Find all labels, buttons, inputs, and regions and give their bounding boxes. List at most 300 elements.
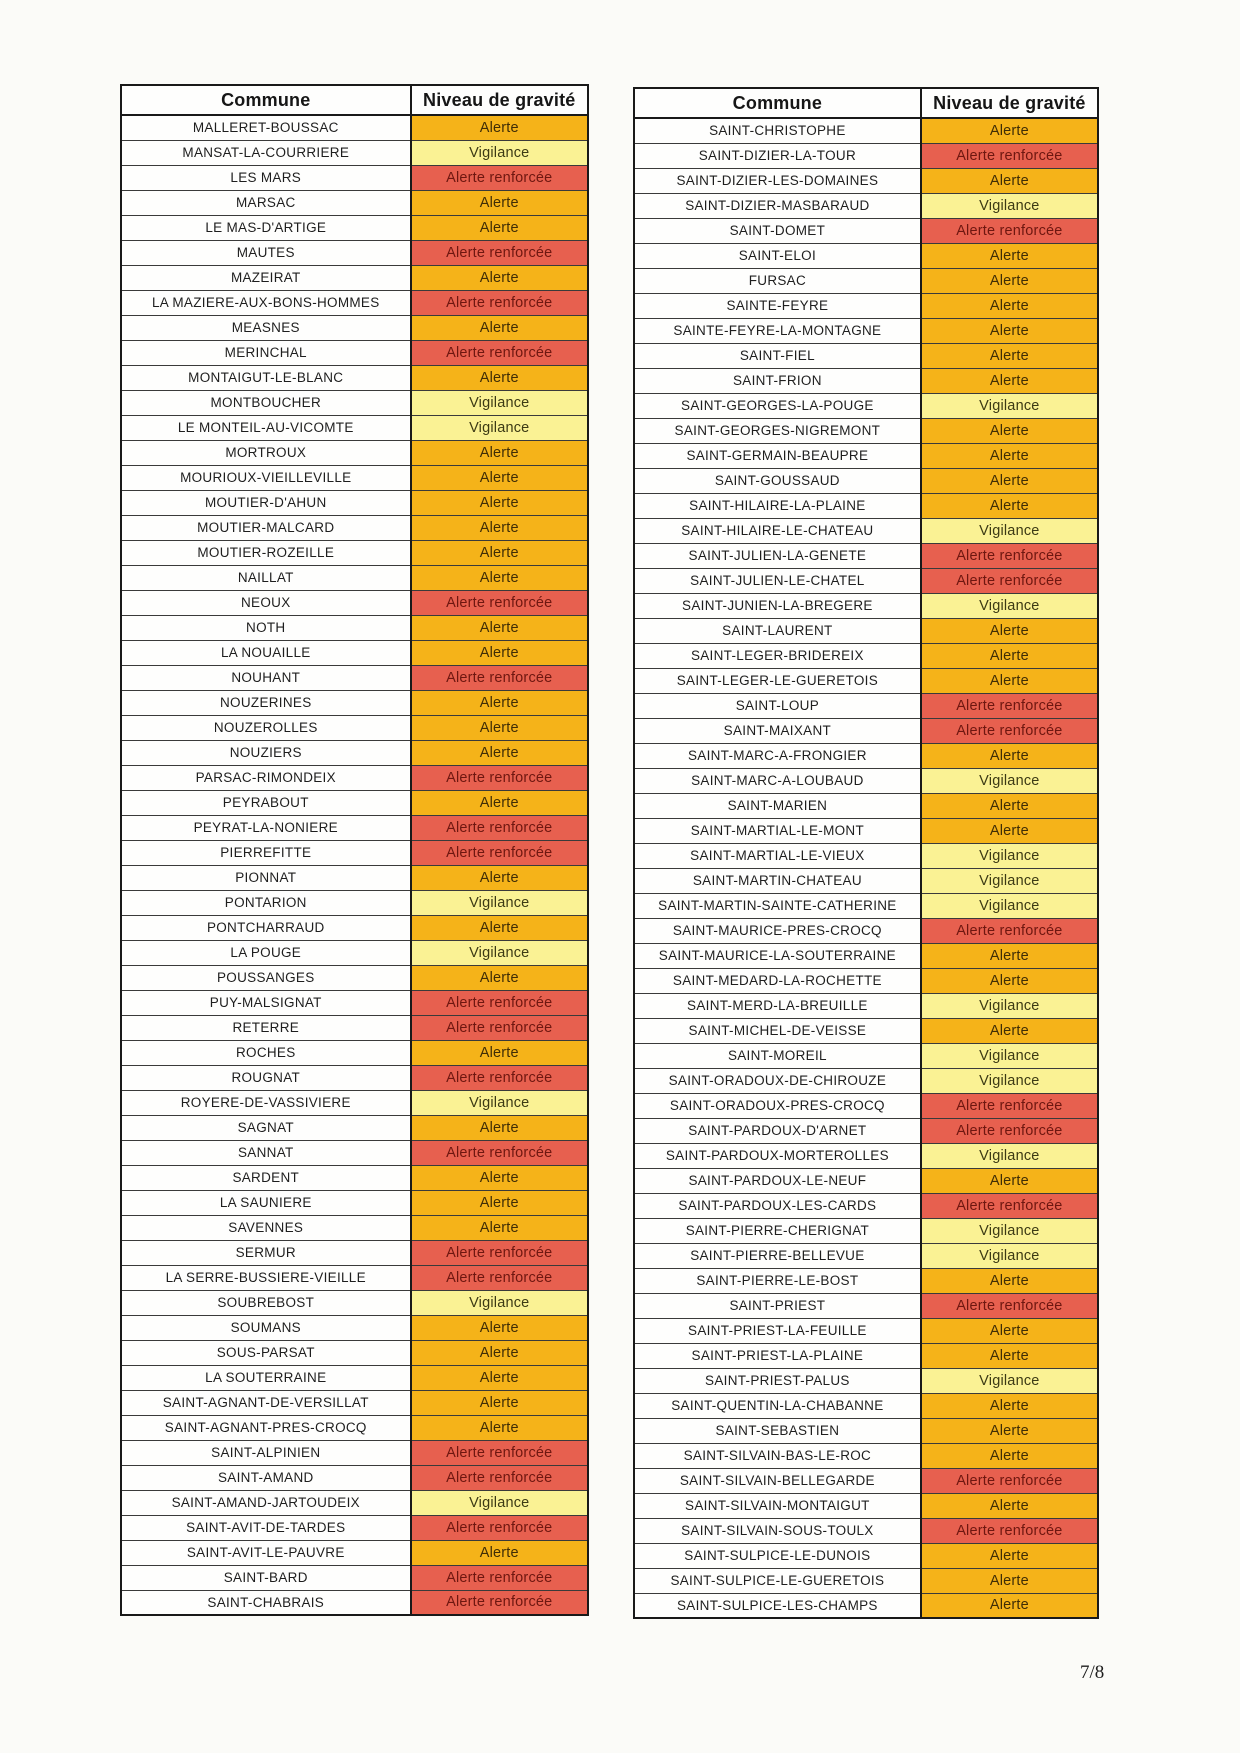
commune-cell: SAINT-SEBASTIEN (634, 1418, 921, 1443)
commune-cell: SAINT-ORADOUX-PRES-CROCQ (634, 1093, 921, 1118)
table-row (634, 993, 1098, 1018)
status-cell: Alerte renforcée (921, 1193, 1098, 1218)
status-cell: Alerte (921, 1268, 1098, 1293)
table-row (121, 540, 588, 565)
status-cell: Alerte (411, 1390, 588, 1415)
status-cell: Alerte renforcée (921, 1518, 1098, 1543)
status-cell: Alerte (921, 293, 1098, 318)
table-row (121, 390, 588, 415)
commune-cell: SAINT-AGNANT-PRES-CROCQ (121, 1415, 411, 1440)
commune-cell: SAINT-PARDOUX-LE-NEUF (634, 1168, 921, 1193)
commune-cell: SAINT-PARDOUX-LES-CARDS (634, 1193, 921, 1218)
status-cell: Alerte (921, 443, 1098, 468)
commune-cell: SOUMANS (121, 1315, 411, 1340)
table-row (121, 1140, 588, 1165)
table-row (121, 440, 588, 465)
status-cell: Alerte (921, 1543, 1098, 1568)
commune-cell: SAINT-SULPICE-LE-GUERETOIS (634, 1568, 921, 1593)
status-cell: Alerte (921, 368, 1098, 393)
table-row (634, 643, 1098, 668)
table-row (121, 1315, 588, 1340)
table-row (121, 165, 588, 190)
status-cell: Alerte (411, 190, 588, 215)
status-cell: Vigilance (411, 1490, 588, 1515)
commune-cell: SAINT-ELOI (634, 243, 921, 268)
status-cell: Alerte (921, 1393, 1098, 1418)
table-row (121, 365, 588, 390)
commune-cell: MOURIOUX-VIEILLEVILLE (121, 465, 411, 490)
status-cell: Vigilance (921, 1218, 1098, 1243)
commune-cell: MOUTIER-D'AHUN (121, 490, 411, 515)
status-cell: Alerte renforcée (411, 765, 588, 790)
communes-table-right (633, 87, 1099, 1619)
commune-cell: PIERREFITTE (121, 840, 411, 865)
status-cell: Alerte (411, 740, 588, 765)
table-row (121, 1015, 588, 1040)
status-cell: Alerte (921, 1443, 1098, 1468)
status-cell: Alerte renforcée (411, 590, 588, 615)
status-cell: Alerte renforcée (411, 1015, 588, 1040)
commune-cell: POUSSANGES (121, 965, 411, 990)
commune-cell: SAINT-BARD (121, 1565, 411, 1590)
status-cell: Alerte renforcée (921, 718, 1098, 743)
table-row (634, 768, 1098, 793)
commune-cell: SAINT-SILVAIN-BAS-LE-ROC (634, 1443, 921, 1468)
commune-cell: MAZEIRAT (121, 265, 411, 290)
commune-cell: SAINT-PRIEST (634, 1293, 921, 1318)
status-cell: Vigilance (921, 893, 1098, 918)
table-row (634, 943, 1098, 968)
commune-cell: LE MONTEIL-AU-VICOMTE (121, 415, 411, 440)
status-cell: Alerte (411, 640, 588, 665)
table-row (121, 1390, 588, 1415)
table-row (634, 493, 1098, 518)
commune-cell: SAINT-HILAIRE-LE-CHATEAU (634, 518, 921, 543)
commune-cell: SAINT-FIEL (634, 343, 921, 368)
commune-cell: LES MARS (121, 165, 411, 190)
status-cell: Alerte (921, 668, 1098, 693)
table-row (121, 1240, 588, 1265)
commune-cell: SAINT-MARC-A-FRONGIER (634, 743, 921, 768)
commune-cell: PIONNAT (121, 865, 411, 890)
status-cell: Alerte (921, 343, 1098, 368)
commune-cell: SAINT-DIZIER-LES-DOMAINES (634, 168, 921, 193)
status-cell: Alerte (921, 418, 1098, 443)
table-row (634, 368, 1098, 393)
table-row (121, 615, 588, 640)
column-header-commune: Commune (634, 88, 921, 118)
commune-cell: SAINT-QUENTIN-LA-CHABANNE (634, 1393, 921, 1418)
commune-cell: SAINT-DIZIER-MASBARAUD (634, 193, 921, 218)
commune-cell: MONTAIGUT-LE-BLANC (121, 365, 411, 390)
table-row (121, 890, 588, 915)
status-cell: Alerte (411, 515, 588, 540)
commune-cell: ROCHES (121, 1040, 411, 1065)
table-row (121, 765, 588, 790)
status-cell: Alerte renforcée (411, 1590, 588, 1615)
table-row (634, 1068, 1098, 1093)
commune-cell: SAINT-MERD-LA-BREUILLE (634, 993, 921, 1018)
status-cell: Alerte (411, 615, 588, 640)
commune-cell: SAINT-FRION (634, 368, 921, 393)
status-cell: Alerte (411, 465, 588, 490)
commune-cell: MARSAC (121, 190, 411, 215)
table-row (121, 465, 588, 490)
status-cell: Alerte (411, 565, 588, 590)
status-cell: Alerte (411, 865, 588, 890)
commune-cell: MOUTIER-MALCARD (121, 515, 411, 540)
status-cell: Alerte (411, 1540, 588, 1565)
status-cell: Alerte renforcée (411, 665, 588, 690)
status-cell: Vigilance (921, 1043, 1098, 1068)
table-row (121, 415, 588, 440)
commune-cell: SAINT-SULPICE-LES-CHAMPS (634, 1593, 921, 1618)
status-cell: Alerte (921, 968, 1098, 993)
commune-cell: SOUBREBOST (121, 1290, 411, 1315)
table-row (634, 1343, 1098, 1368)
status-cell: Alerte (411, 965, 588, 990)
commune-cell: SAINT-SILVAIN-BELLEGARDE (634, 1468, 921, 1493)
commune-cell: SAINT-PRIEST-PALUS (634, 1368, 921, 1393)
table-row (634, 893, 1098, 918)
table-row (634, 118, 1098, 143)
commune-cell: SAINT-MOREIL (634, 1043, 921, 1068)
table-row (634, 618, 1098, 643)
table-row (634, 668, 1098, 693)
table-row (121, 665, 588, 690)
status-cell: Alerte (921, 1168, 1098, 1193)
status-cell: Alerte (411, 1115, 588, 1140)
table-row (634, 418, 1098, 443)
table-row (634, 1518, 1098, 1543)
status-cell: Alerte (411, 715, 588, 740)
status-cell: Alerte (921, 1493, 1098, 1518)
table-row (121, 1590, 588, 1615)
table-row (121, 1115, 588, 1140)
table-row (634, 1118, 1098, 1143)
status-cell: Vigilance (411, 140, 588, 165)
status-cell: Alerte renforcée (411, 1465, 588, 1490)
status-cell: Alerte (921, 318, 1098, 343)
commune-cell: MORTROUX (121, 440, 411, 465)
commune-cell: SAINT-PARDOUX-MORTEROLLES (634, 1143, 921, 1168)
table-row (121, 1090, 588, 1115)
column-header-commune: Commune (121, 85, 411, 115)
commune-cell: LA POUGE (121, 940, 411, 965)
table-row (121, 690, 588, 715)
status-cell: Alerte (921, 468, 1098, 493)
status-cell: Alerte renforcée (921, 1468, 1098, 1493)
table-row (634, 1293, 1098, 1318)
commune-cell: ROUGNAT (121, 1065, 411, 1090)
status-cell: Vigilance (411, 890, 588, 915)
commune-cell: SAINT-AVIT-DE-TARDES (121, 1515, 411, 1540)
status-cell: Vigilance (411, 415, 588, 440)
table-row (121, 1515, 588, 1540)
commune-cell: SARDENT (121, 1165, 411, 1190)
commune-cell: SANNAT (121, 1140, 411, 1165)
table-row (634, 793, 1098, 818)
commune-cell: SAINT-GEORGES-NIGREMONT (634, 418, 921, 443)
status-cell: Vigilance (921, 393, 1098, 418)
table-row (634, 1243, 1098, 1268)
status-cell: Vigilance (921, 518, 1098, 543)
status-cell: Vigilance (921, 768, 1098, 793)
status-cell: Alerte renforcée (411, 1440, 588, 1465)
table-row (121, 1040, 588, 1065)
table-row (121, 1165, 588, 1190)
commune-cell: MAUTES (121, 240, 411, 265)
commune-cell: MERINCHAL (121, 340, 411, 365)
table-row (121, 965, 588, 990)
commune-cell: SAINT-MAURICE-PRES-CROCQ (634, 918, 921, 943)
commune-cell: SAINT-MARC-A-LOUBAUD (634, 768, 921, 793)
status-cell: Alerte (921, 1343, 1098, 1368)
commune-cell: PARSAC-RIMONDEIX (121, 765, 411, 790)
commune-cell: SAINT-JUNIEN-LA-BREGERE (634, 593, 921, 618)
commune-cell: SAINT-JULIEN-LA-GENETE (634, 543, 921, 568)
commune-cell: SAINT-AMAND (121, 1465, 411, 1490)
commune-cell: LA SAUNIERE (121, 1190, 411, 1215)
commune-cell: SAINT-CHRISTOPHE (634, 118, 921, 143)
table-row (634, 718, 1098, 743)
commune-cell: SAINT-LOUP (634, 693, 921, 718)
table-row (634, 1493, 1098, 1518)
table-row (121, 740, 588, 765)
table-row (634, 393, 1098, 418)
table-row (121, 515, 588, 540)
column-header-niveau: Niveau de gravité (921, 88, 1098, 118)
commune-cell: SAINT-PARDOUX-D'ARNET (634, 1118, 921, 1143)
table-row (634, 1443, 1098, 1468)
commune-cell: SAINT-ORADOUX-DE-CHIROUZE (634, 1068, 921, 1093)
status-cell: Alerte renforcée (921, 143, 1098, 168)
status-cell: Alerte renforcée (411, 815, 588, 840)
status-cell: Alerte renforcée (411, 165, 588, 190)
table-row (634, 1568, 1098, 1593)
status-cell: Alerte (411, 1415, 588, 1440)
commune-cell: FURSAC (634, 268, 921, 293)
status-cell: Alerte renforcée (921, 568, 1098, 593)
status-cell: Alerte renforcée (411, 1515, 588, 1540)
commune-cell: PONTCHARRAUD (121, 915, 411, 940)
table-row (121, 290, 588, 315)
status-cell: Alerte renforcée (411, 1240, 588, 1265)
commune-cell: NEOUX (121, 590, 411, 615)
commune-cell: SAINT-PIERRE-BELLEVUE (634, 1243, 921, 1268)
table-row (121, 715, 588, 740)
status-cell: Alerte (921, 818, 1098, 843)
commune-cell: LE MAS-D'ARTIGE (121, 215, 411, 240)
commune-cell: NOUZIERS (121, 740, 411, 765)
table-row (634, 543, 1098, 568)
table-row (634, 743, 1098, 768)
commune-cell: SAINT-MARTIAL-LE-VIEUX (634, 843, 921, 868)
table-row (121, 1415, 588, 1440)
table-row (121, 1465, 588, 1490)
commune-cell: ROYERE-DE-VASSIVIERE (121, 1090, 411, 1115)
table-row (634, 1193, 1098, 1218)
commune-cell: SAINT-MICHEL-DE-VEISSE (634, 1018, 921, 1043)
commune-cell: NOUHANT (121, 665, 411, 690)
commune-cell: SAINT-DOMET (634, 218, 921, 243)
status-cell: Vigilance (411, 390, 588, 415)
commune-cell: SAINT-AMAND-JARTOUDEIX (121, 1490, 411, 1515)
table-row (121, 565, 588, 590)
commune-cell: SAINT-CHABRAIS (121, 1590, 411, 1615)
commune-cell: SAINT-AGNANT-DE-VERSILLAT (121, 1390, 411, 1415)
table-row (634, 268, 1098, 293)
status-cell: Alerte (411, 915, 588, 940)
commune-cell: SOUS-PARSAT (121, 1340, 411, 1365)
commune-cell: SAINT-MEDARD-LA-ROCHETTE (634, 968, 921, 993)
header-row (121, 85, 588, 115)
table-row (634, 143, 1098, 168)
status-cell: Alerte (411, 1340, 588, 1365)
commune-cell: SAINT-LEGER-BRIDEREIX (634, 643, 921, 668)
commune-cell: SAINT-HILAIRE-LA-PLAINE (634, 493, 921, 518)
table-row (121, 915, 588, 940)
table-row (121, 865, 588, 890)
commune-cell: SAGNAT (121, 1115, 411, 1140)
status-cell: Alerte (921, 743, 1098, 768)
table-row (634, 1543, 1098, 1568)
commune-cell: SAINT-LEGER-LE-GUERETOIS (634, 668, 921, 693)
table-row (634, 968, 1098, 993)
status-cell: Vigilance (921, 1068, 1098, 1093)
status-cell: Alerte renforcée (921, 1093, 1098, 1118)
status-cell: Vigilance (411, 1290, 588, 1315)
table-row (121, 1340, 588, 1365)
table-row (121, 1565, 588, 1590)
commune-cell: SAINT-JULIEN-LE-CHATEL (634, 568, 921, 593)
table-row (634, 518, 1098, 543)
table-row (121, 940, 588, 965)
status-cell: Alerte (411, 1165, 588, 1190)
status-cell: Vigilance (921, 843, 1098, 868)
table-row (634, 1093, 1098, 1118)
status-cell: Alerte (921, 618, 1098, 643)
status-cell: Vigilance (921, 993, 1098, 1018)
status-cell: Vigilance (411, 1090, 588, 1115)
commune-cell: NAILLAT (121, 565, 411, 590)
commune-cell: SAINT-PRIEST-LA-PLAINE (634, 1343, 921, 1368)
status-cell: Alerte renforcée (411, 340, 588, 365)
status-cell: Alerte (921, 943, 1098, 968)
table-row (634, 293, 1098, 318)
status-cell: Alerte renforcée (411, 290, 588, 315)
table-row (634, 818, 1098, 843)
commune-cell: SAINT-MAIXANT (634, 718, 921, 743)
table-row (634, 243, 1098, 268)
commune-cell: SAINT-MARTIN-SAINTE-CATHERINE (634, 893, 921, 918)
table-row (634, 1368, 1098, 1393)
commune-cell: SAINT-PIERRE-CHERIGNAT (634, 1218, 921, 1243)
status-cell: Alerte (411, 440, 588, 465)
table-row (634, 468, 1098, 493)
table-row (634, 843, 1098, 868)
commune-cell: SAINT-GEORGES-LA-POUGE (634, 393, 921, 418)
commune-cell: SAINTE-FEYRE (634, 293, 921, 318)
status-cell: Alerte (411, 315, 588, 340)
table-row (634, 1268, 1098, 1293)
table-row (634, 1418, 1098, 1443)
table-row (634, 443, 1098, 468)
table-row (121, 640, 588, 665)
table-row (121, 590, 588, 615)
table-row (634, 1043, 1098, 1068)
column-header-niveau: Niveau de gravité (411, 85, 588, 115)
status-cell: Vigilance (921, 193, 1098, 218)
commune-cell: PONTARION (121, 890, 411, 915)
commune-cell: LA SOUTERRAINE (121, 1365, 411, 1390)
status-cell: Vigilance (411, 940, 588, 965)
table-row (634, 168, 1098, 193)
status-cell: Alerte (411, 215, 588, 240)
page-number: 7/8 (1080, 1662, 1105, 1683)
status-cell: Alerte renforcée (411, 240, 588, 265)
status-cell: Alerte (921, 793, 1098, 818)
table-row (121, 490, 588, 515)
status-cell: Alerte (411, 790, 588, 815)
table-row (634, 343, 1098, 368)
status-cell: Alerte (921, 1568, 1098, 1593)
status-cell: Alerte (921, 643, 1098, 668)
table-row (634, 1168, 1098, 1193)
commune-cell: LA NOUAILLE (121, 640, 411, 665)
table-row (634, 1143, 1098, 1168)
status-cell: Alerte renforcée (411, 1140, 588, 1165)
table-row (121, 990, 588, 1015)
table-row (121, 1540, 588, 1565)
table-row (121, 1290, 588, 1315)
status-cell: Alerte renforcée (411, 990, 588, 1015)
status-cell: Vigilance (921, 1143, 1098, 1168)
status-cell: Alerte renforcée (921, 1293, 1098, 1318)
table-row (121, 265, 588, 290)
commune-cell: SAINT-MARTIAL-LE-MONT (634, 818, 921, 843)
status-cell: Alerte (921, 1418, 1098, 1443)
status-cell: Alerte renforcée (921, 218, 1098, 243)
table-row (634, 693, 1098, 718)
table-row (121, 1190, 588, 1215)
table-row (121, 815, 588, 840)
commune-cell: SAVENNES (121, 1215, 411, 1240)
commune-cell: MOUTIER-ROZEILLE (121, 540, 411, 565)
table-row (121, 840, 588, 865)
table-row (121, 1215, 588, 1240)
commune-cell: NOUZERINES (121, 690, 411, 715)
table-row (634, 568, 1098, 593)
commune-cell: NOTH (121, 615, 411, 640)
status-cell: Vigilance (921, 1243, 1098, 1268)
commune-cell: SERMUR (121, 1240, 411, 1265)
status-cell: Alerte (921, 243, 1098, 268)
commune-cell: SAINT-GOUSSAUD (634, 468, 921, 493)
commune-cell: SAINT-LAURENT (634, 618, 921, 643)
status-cell: Alerte (411, 1365, 588, 1390)
table-row (121, 215, 588, 240)
status-cell: Alerte (921, 493, 1098, 518)
status-cell: Alerte (921, 168, 1098, 193)
status-cell: Alerte renforcée (411, 1065, 588, 1090)
status-cell: Vigilance (921, 593, 1098, 618)
commune-cell: SAINT-PIERRE-LE-BOST (634, 1268, 921, 1293)
commune-cell: MANSAT-LA-COURRIERE (121, 140, 411, 165)
status-cell: Alerte (411, 1040, 588, 1065)
commune-cell: MONTBOUCHER (121, 390, 411, 415)
table-row (121, 1490, 588, 1515)
